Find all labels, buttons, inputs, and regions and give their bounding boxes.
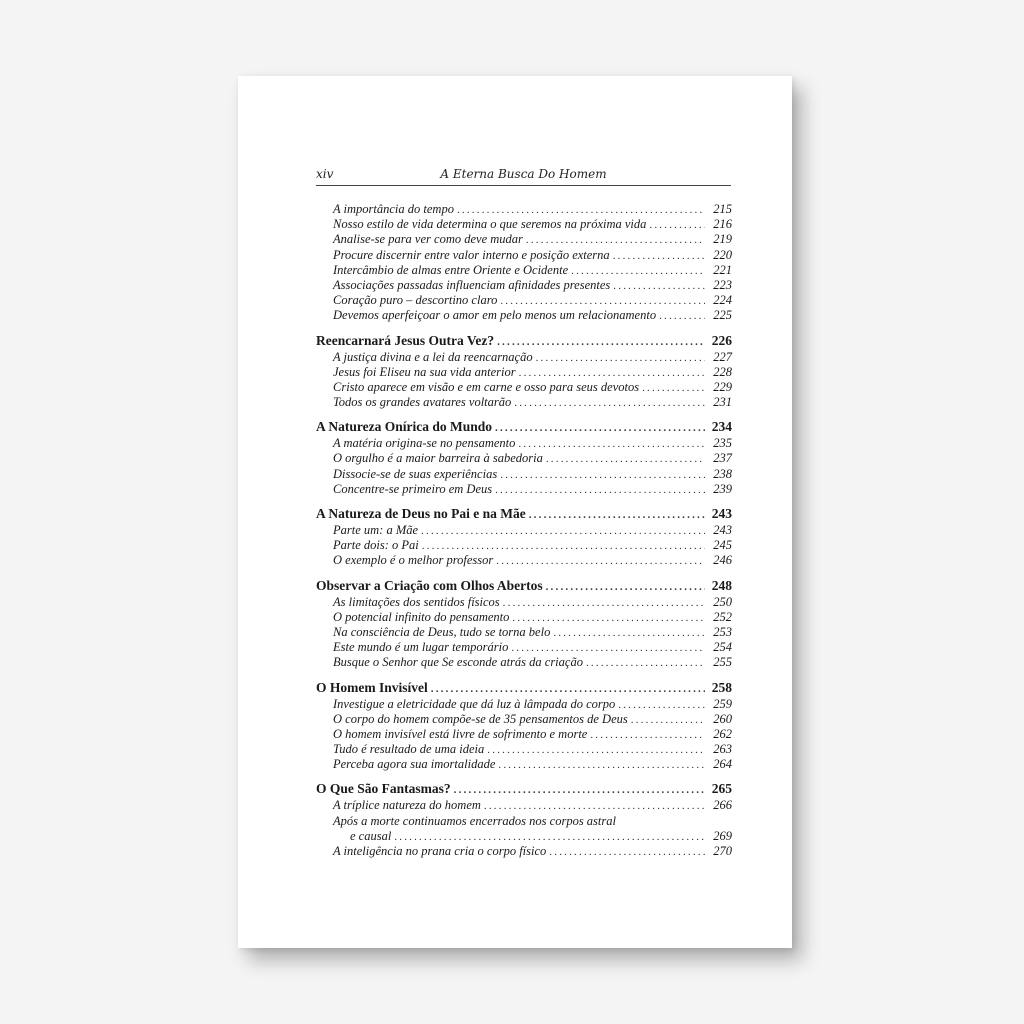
toc-entry: Devemos aperfeiçoar o amor em pelo menos um relacionamento ..... 225 xyxy=(316,308,732,323)
toc-entry: Dissocie-se de suas experiências ..... 238 xyxy=(316,467,732,482)
toc-entry-wrapped-first-line: Após a morte continuamos encerrados nos corpos astral xyxy=(333,813,616,828)
book-page xyxy=(238,76,792,948)
toc-entry: A importância do tempo ..... 215 xyxy=(316,202,732,217)
toc-chapter: O Que São Fantasmas? ..... 265 xyxy=(316,780,732,798)
toc-entry: Parte dois: o Pai ..... 245 xyxy=(316,538,732,553)
toc-chapter: O Homem Invisível ..... 258 xyxy=(316,679,732,697)
toc-entry: Busque o Senhor que Se esconde atrás da criação ..... 255 xyxy=(316,655,732,670)
page-number: xiv xyxy=(316,167,334,181)
toc-entry: O homem invisível está livre de sofrimento e morte ..... 262 xyxy=(316,727,732,742)
toc-chapter: A Natureza Onírica do Mundo ..... 234 xyxy=(316,418,732,436)
toc-entry: Este mundo é um lugar temporário ..... 254 xyxy=(316,640,732,655)
toc-entry: Perceba agora sua imortalidade ..... 264 xyxy=(316,757,732,772)
toc-entry: Todos os grandes avatares voltarão ..... 231 xyxy=(316,395,732,410)
toc-entry: Procure discernir entre valor interno e posição externa ..... 220 xyxy=(316,248,732,263)
toc-entry: A inteligência no prana cria o corpo físico ..... 270 xyxy=(316,844,732,859)
toc-entry: Intercâmbio de almas entre Oriente e Ocidente ..... 221 xyxy=(316,263,732,278)
toc-entry: Associações passadas influenciam afinidades presentes ..... 223 xyxy=(316,278,732,293)
page-header xyxy=(316,167,731,186)
toc-entry: Nosso estilo de vida determina o que seremos na próxima vida ..... 216 xyxy=(316,217,732,232)
toc-entry: A justiça divina e a lei da reencarnação ..... 227 xyxy=(316,350,732,365)
toc-entry: Jesus foi Eliseu na sua vida anterior ..... 228 xyxy=(316,365,732,380)
toc-entry: Cristo aparece em visão e em carne e osso para seus devotos ..... 229 xyxy=(316,380,732,395)
toc-entry-wrapped-continuation: e causal ..... 269 xyxy=(316,829,732,844)
toc-entry: Parte um: a Mãe ..... 243 xyxy=(316,523,732,538)
running-title: A Eterna Busca Do Homem xyxy=(440,167,607,181)
toc-chapter: A Natureza de Deus no Pai e na Mãe ..... 243 xyxy=(316,505,732,523)
toc-entry: Analise-se para ver como deve mudar ..... 219 xyxy=(316,232,732,247)
toc-entry: Concentre-se primeiro em Deus ..... 239 xyxy=(316,482,732,497)
toc-entry: Investigue a eletricidade que dá luz à lâmpada do corpo ..... 259 xyxy=(316,697,732,712)
toc-entry: O orgulho é a maior barreira à sabedoria ..... 237 xyxy=(316,451,732,466)
toc-entry: As limitações dos sentidos físicos ..... 250 xyxy=(316,595,732,610)
toc-entry: A tríplice natureza do homem ..... 266 xyxy=(316,798,732,813)
toc-entry: Tudo é resultado de uma ideia ..... 263 xyxy=(316,742,732,757)
toc-chapter: Observar a Criação com Olhos Abertos ..... 248 xyxy=(316,577,732,595)
toc-chapter: Reencarnará Jesus Outra Vez? ..... 226 xyxy=(316,332,732,350)
toc-entry: O corpo do homem compõe-se de 35 pensamentos de Deus ..... 260 xyxy=(316,712,732,727)
toc-entry: A matéria origina-se no pensamento ..... 235 xyxy=(316,436,732,451)
toc-entry: O potencial infinito do pensamento ..... 252 xyxy=(316,610,732,625)
table-of-contents xyxy=(316,202,732,859)
toc-entry: Coração puro – descortino claro ..... 224 xyxy=(316,293,732,308)
toc-entry: O exemplo é o melhor professor ..... 246 xyxy=(316,553,732,568)
toc-entry: Na consciência de Deus, tudo se torna belo ..... 253 xyxy=(316,625,732,640)
